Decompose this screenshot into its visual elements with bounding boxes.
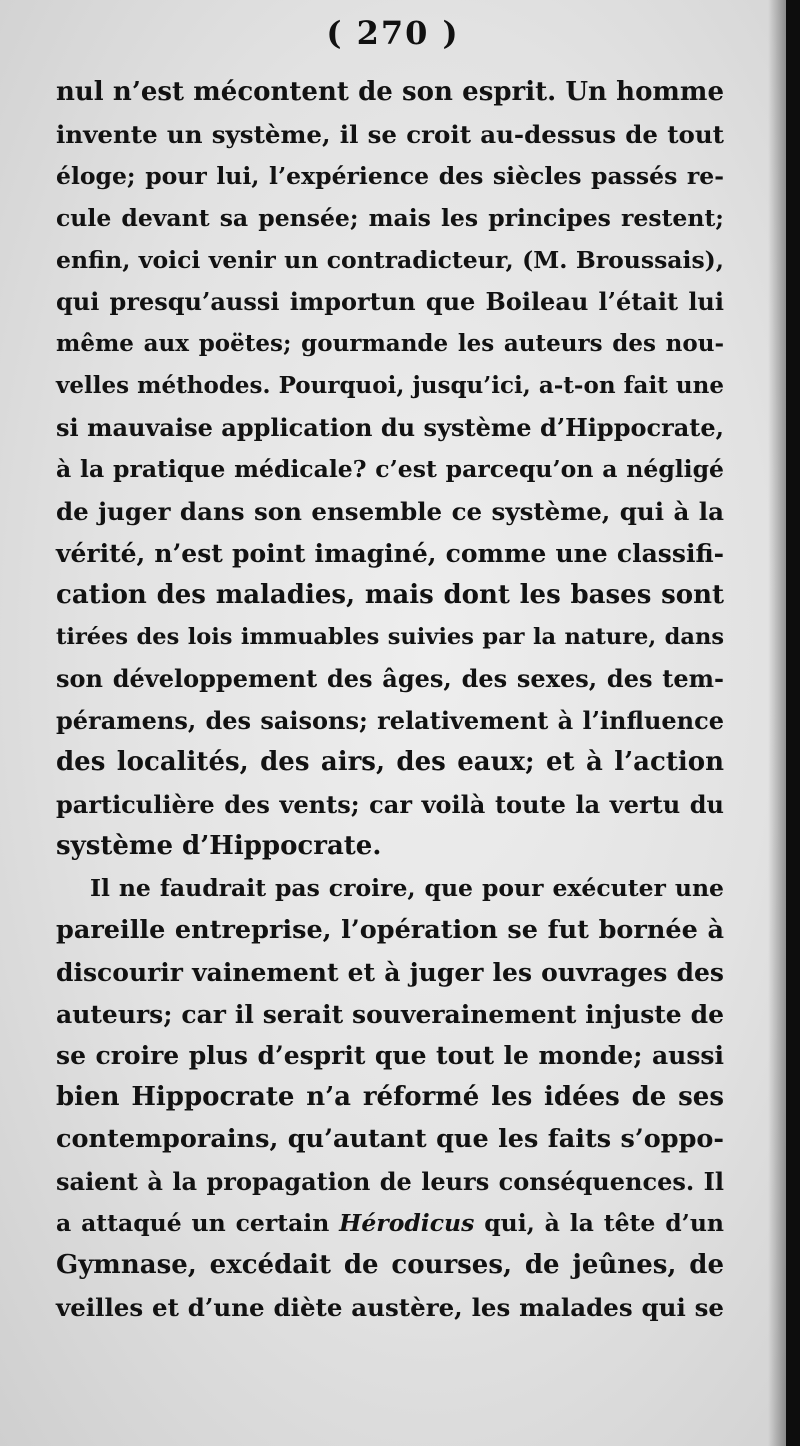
page-edge-shadow — [768, 0, 786, 1446]
text-line: cule devant sa pensée; mais les principes restent; — [56, 203, 724, 232]
text-line: saient à la propagation de leurs conséquences. Il — [56, 1167, 724, 1197]
text-line: enfin, voici venir un contradicteur, (M. Broussais), — [56, 245, 724, 274]
text-line: péramens, des saisons; relativement à l’influence — [56, 706, 724, 736]
text-line-with-name — [56, 1203, 724, 1245]
text-line: veilles et d’une diète austère, les malades qui se — [56, 1292, 724, 1322]
text-line: cation des maladies, mais dont les bases sont — [56, 579, 724, 610]
text-line: de juger dans son ensemble ce système, qui à la — [56, 496, 724, 526]
text-line: éloge; pour lui, l’expérience des siècles passés re- — [56, 161, 724, 190]
text-line: à la pratique médicale? c’est parcequ’on a négligé — [56, 455, 724, 484]
text-line: des localités, des airs, des eaux; et à l’action — [56, 747, 724, 778]
text-line: vérité, n’est point imaginé, comme une classifi- — [56, 538, 724, 568]
text-line: bien Hippocrate n’a réformé les idées de ses — [56, 1082, 724, 1113]
line-end: qui, à la tête d’un — [474, 1209, 724, 1238]
text-line: si mauvaise application du système d’Hippocrate, — [56, 413, 724, 443]
text-line: système d’Hippocrate. — [56, 831, 382, 862]
text-line: discourir vainement et à juger les ouvrages des — [56, 957, 724, 987]
page-number: ( 270 ) — [326, 14, 460, 52]
text-line: tirées des lois immuables suivies par la nature, dans — [56, 623, 724, 650]
text-line: invente un système, il se croit au-dessus de tout — [56, 119, 724, 149]
line-start: a attaqué un certain — [56, 1209, 340, 1238]
text-line: nul n’est mécontent de son esprit. Un homme — [56, 77, 724, 107]
text-line: auteurs; car il serait souverainement injuste de — [56, 999, 724, 1029]
text-line: Gymnase, excédait de courses, de jeûnes, de — [56, 1249, 724, 1280]
text-line: pareille entreprise, l’opération se fut bornée à — [56, 914, 724, 945]
text-line: velles méthodes. Pourquoi, jusqu’ici, a-t-on fait une — [56, 372, 724, 400]
text-line: contemporains, qu’autant que les faits s’oppo- — [56, 1124, 724, 1155]
italic-name: Hérodicus — [339, 1209, 475, 1238]
text-line: qui presqu’aussi importun que Boileau l’était lui — [56, 287, 724, 317]
text-line: particulière des vents; car voilà toute la vertu du — [56, 790, 724, 820]
text-line: même aux poëtes; gourmande les auteurs des nou- — [56, 330, 724, 358]
text-line: se croire plus d’esprit que tout le monde; aussi — [56, 1041, 724, 1071]
text-line: son développement des âges, des sexes, des tem- — [56, 664, 724, 694]
text-line: Il ne faudrait pas croire, que pour exécuter une — [90, 873, 724, 902]
body-text — [56, 72, 724, 1329]
